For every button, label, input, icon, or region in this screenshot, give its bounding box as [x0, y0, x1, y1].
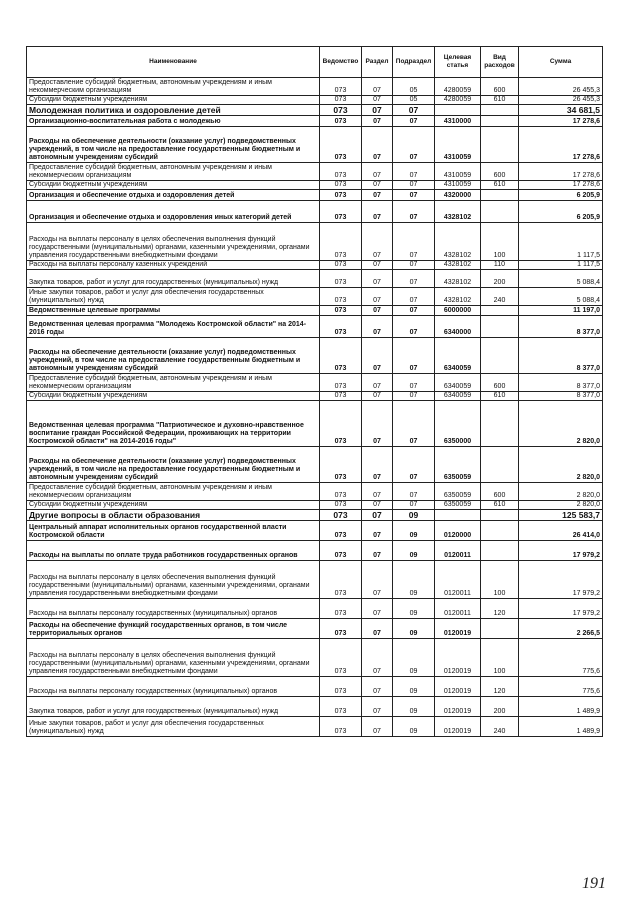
- cell-target: [435, 510, 481, 521]
- cell-exptype: [481, 116, 519, 127]
- cell-subsection: 05: [393, 78, 435, 96]
- cell-name: Расходы на выплаты персоналу казенных учреждений: [27, 261, 320, 270]
- cell-target: 0120019: [435, 697, 481, 717]
- cell-name: Центральный аппарат исполнительных органов государственной власти Костромской области: [27, 521, 320, 541]
- cell-dept: 073: [320, 190, 362, 201]
- cell-sum: 5 088,4: [519, 270, 603, 288]
- table-row: [27, 201, 603, 223]
- cell-subsection: 07: [393, 223, 435, 261]
- cell-subsection: 07: [393, 181, 435, 190]
- cell-section: 07: [362, 501, 393, 510]
- cell-exptype: [481, 306, 519, 316]
- cell-dept: 073: [320, 619, 362, 639]
- cell-name: Иные закупки товаров, работ и услуг для обеспечения государственных (муниципальных) нужд: [27, 288, 320, 306]
- cell-section: 07: [362, 401, 393, 447]
- cell-name: Предоставление субсидий бюджетным, автономным учреждениям и иным некоммерческим организациям: [27, 483, 320, 501]
- cell-section: 07: [362, 116, 393, 127]
- cell-section: 07: [362, 105, 393, 116]
- cell-section: 07: [362, 96, 393, 105]
- cell-exptype: [481, 541, 519, 561]
- cell-exptype: 600: [481, 483, 519, 501]
- cell-target: 6350059: [435, 447, 481, 483]
- cell-exptype: 100: [481, 561, 519, 599]
- cell-subsection: 07: [393, 338, 435, 374]
- cell-dept: 073: [320, 521, 362, 541]
- cell-section: 07: [362, 181, 393, 190]
- table-row: [27, 190, 603, 201]
- table-row: [27, 116, 603, 127]
- cell-section: 07: [362, 717, 393, 737]
- cell-target: 0120011: [435, 599, 481, 619]
- cell-sum: 11 197,0: [519, 306, 603, 316]
- table-row: [27, 105, 603, 116]
- cell-dept: 073: [320, 447, 362, 483]
- cell-sum: 1 117,5: [519, 223, 603, 261]
- cell-target: 4328102: [435, 261, 481, 270]
- budget-table: [26, 46, 603, 737]
- cell-sum: 1 117,5: [519, 261, 603, 270]
- cell-name: Расходы на обеспечение деятельности (оказание услуг) подведомственных учреждений, в том числе на предоставление государственным бюджетным и автономным учреждениям субсидий: [27, 338, 320, 374]
- page-number: 191: [582, 875, 606, 892]
- cell-target: 6000000: [435, 306, 481, 316]
- cell-subsection: 07: [393, 483, 435, 501]
- table-header-row: [27, 47, 603, 78]
- cell-target: 4310000: [435, 116, 481, 127]
- cell-dept: 073: [320, 374, 362, 392]
- cell-name: Предоставление субсидий бюджетным, автономным учреждениям и иным некоммерческим организациям: [27, 163, 320, 181]
- table-row: [27, 697, 603, 717]
- cell-exptype: [481, 521, 519, 541]
- header-name: Наименование: [27, 47, 320, 78]
- cell-section: 07: [362, 483, 393, 501]
- cell-name: Расходы на выплаты по оплате труда работников государственных органов: [27, 541, 320, 561]
- cell-sum: 34 681,5: [519, 105, 603, 116]
- cell-sum: 8 377,0: [519, 374, 603, 392]
- cell-name: Расходы на выплаты персоналу в целях обеспечения выполнения функций государственными (муниципальными) органами, казенными учреждениями, органами управления государственными внебюджетными фондами: [27, 639, 320, 677]
- cell-subsection: 07: [393, 288, 435, 306]
- cell-name: Закупка товаров, работ и услуг для государственных (муниципальных) нужд: [27, 697, 320, 717]
- table-row: [27, 338, 603, 374]
- cell-name: Организационно-воспитательная работа с молодежью: [27, 116, 320, 127]
- cell-target: 4310059: [435, 163, 481, 181]
- cell-sum: 17 979,2: [519, 541, 603, 561]
- cell-dept: 073: [320, 223, 362, 261]
- cell-subsection: 07: [393, 190, 435, 201]
- cell-section: 07: [362, 261, 393, 270]
- cell-exptype: 610: [481, 501, 519, 510]
- cell-sum: 26 414,0: [519, 521, 603, 541]
- cell-name: Ведомственная целевая программа "Патриотическое и духовно-нравственное воспитание граждан Российской Федерации, проживающих на территории Костромской области" на 2014-2016 годы": [27, 401, 320, 447]
- table-row: [27, 316, 603, 338]
- table-row: [27, 541, 603, 561]
- cell-section: 07: [362, 306, 393, 316]
- cell-subsection: 07: [393, 270, 435, 288]
- cell-exptype: 600: [481, 163, 519, 181]
- cell-dept: 073: [320, 270, 362, 288]
- cell-exptype: 100: [481, 639, 519, 677]
- cell-section: 07: [362, 521, 393, 541]
- cell-name: Расходы на выплаты персоналу государственных (муниципальных) органов: [27, 677, 320, 697]
- cell-sum: 5 088,4: [519, 288, 603, 306]
- cell-exptype: 610: [481, 96, 519, 105]
- cell-exptype: [481, 447, 519, 483]
- cell-exptype: 240: [481, 717, 519, 737]
- cell-subsection: 07: [393, 392, 435, 401]
- cell-sum: 17 278,6: [519, 181, 603, 190]
- cell-dept: 073: [320, 288, 362, 306]
- cell-target: 0120019: [435, 619, 481, 639]
- cell-dept: 073: [320, 163, 362, 181]
- table-row: [27, 717, 603, 737]
- cell-sum: 125 583,7: [519, 510, 603, 521]
- cell-section: 07: [362, 127, 393, 163]
- header-target: Целевая статья: [435, 47, 481, 78]
- cell-sum: 17 278,6: [519, 163, 603, 181]
- header-subsection: Подраздел: [393, 47, 435, 78]
- cell-sum: 6 205,9: [519, 190, 603, 201]
- cell-section: 07: [362, 288, 393, 306]
- cell-sum: 26 455,3: [519, 96, 603, 105]
- cell-section: 07: [362, 619, 393, 639]
- cell-dept: 073: [320, 717, 362, 737]
- table-row: [27, 521, 603, 541]
- cell-subsection: 07: [393, 501, 435, 510]
- cell-exptype: [481, 401, 519, 447]
- cell-sum: 6 205,9: [519, 201, 603, 223]
- cell-subsection: 07: [393, 316, 435, 338]
- cell-target: 0120011: [435, 541, 481, 561]
- cell-sum: 17 278,6: [519, 127, 603, 163]
- cell-section: 07: [362, 270, 393, 288]
- table-row: [27, 96, 603, 105]
- cell-name: Другие вопросы в области образования: [27, 510, 320, 521]
- cell-exptype: 120: [481, 677, 519, 697]
- cell-name: Организация и обеспечение отдыха и оздоровления иных категорий детей: [27, 201, 320, 223]
- cell-target: 6350000: [435, 401, 481, 447]
- cell-subsection: 07: [393, 306, 435, 316]
- cell-subsection: 09: [393, 510, 435, 521]
- cell-sum: 8 377,0: [519, 338, 603, 374]
- cell-sum: 2 820,0: [519, 501, 603, 510]
- cell-exptype: 600: [481, 374, 519, 392]
- cell-name: Ведомственные целевые программы: [27, 306, 320, 316]
- cell-sum: 17 278,6: [519, 116, 603, 127]
- cell-target: 0120011: [435, 561, 481, 599]
- cell-dept: 073: [320, 697, 362, 717]
- cell-target: 4280059: [435, 96, 481, 105]
- cell-dept: 073: [320, 316, 362, 338]
- cell-dept: 073: [320, 261, 362, 270]
- cell-sum: 775,6: [519, 639, 603, 677]
- table-row: [27, 510, 603, 521]
- cell-dept: 073: [320, 116, 362, 127]
- cell-exptype: 110: [481, 261, 519, 270]
- cell-name: Закупка товаров, работ и услуг для государственных (муниципальных) нужд: [27, 270, 320, 288]
- cell-section: 07: [362, 639, 393, 677]
- cell-exptype: 610: [481, 392, 519, 401]
- cell-target: 4328102: [435, 201, 481, 223]
- cell-dept: 073: [320, 127, 362, 163]
- cell-target: 4280059: [435, 78, 481, 96]
- cell-exptype: [481, 127, 519, 163]
- cell-section: 07: [362, 190, 393, 201]
- cell-name: Расходы на обеспечение функций государственных органов, в том числе территориальных органов: [27, 619, 320, 639]
- cell-exptype: [481, 510, 519, 521]
- cell-sum: 17 979,2: [519, 599, 603, 619]
- cell-sum: 26 455,3: [519, 78, 603, 96]
- cell-dept: 073: [320, 501, 362, 510]
- cell-sum: 1 489,9: [519, 717, 603, 737]
- cell-dept: 073: [320, 96, 362, 105]
- cell-dept: 073: [320, 639, 362, 677]
- cell-exptype: [481, 190, 519, 201]
- cell-target: 6340059: [435, 338, 481, 374]
- table-row: [27, 163, 603, 181]
- cell-target: 0120000: [435, 521, 481, 541]
- cell-name: Предоставление субсидий бюджетным, автономным учреждениям и иным некоммерческим организациям: [27, 78, 320, 96]
- cell-section: 07: [362, 677, 393, 697]
- cell-section: 07: [362, 447, 393, 483]
- cell-name: Субсидии бюджетным учреждениям: [27, 392, 320, 401]
- table-row: [27, 501, 603, 510]
- cell-subsection: 05: [393, 96, 435, 105]
- cell-exptype: 200: [481, 697, 519, 717]
- cell-dept: 073: [320, 483, 362, 501]
- cell-sum: 2 820,0: [519, 401, 603, 447]
- cell-target: 6340000: [435, 316, 481, 338]
- cell-subsection: 07: [393, 374, 435, 392]
- cell-dept: 073: [320, 201, 362, 223]
- cell-exptype: 240: [481, 288, 519, 306]
- cell-name: Субсидии бюджетным учреждениям: [27, 181, 320, 190]
- cell-section: 07: [362, 561, 393, 599]
- cell-target: 0120019: [435, 717, 481, 737]
- cell-subsection: 07: [393, 105, 435, 116]
- cell-sum: 1 489,9: [519, 697, 603, 717]
- cell-target: [435, 105, 481, 116]
- cell-dept: 073: [320, 306, 362, 316]
- cell-dept: 073: [320, 78, 362, 96]
- cell-sum: 2 266,5: [519, 619, 603, 639]
- table-row: [27, 127, 603, 163]
- cell-subsection: 07: [393, 116, 435, 127]
- cell-section: 07: [362, 599, 393, 619]
- table-row: [27, 483, 603, 501]
- cell-section: 07: [362, 338, 393, 374]
- cell-target: 4320000: [435, 190, 481, 201]
- cell-subsection: 07: [393, 127, 435, 163]
- table-row: [27, 78, 603, 96]
- cell-exptype: [481, 316, 519, 338]
- cell-target: 6340059: [435, 374, 481, 392]
- cell-sum: 8 377,0: [519, 392, 603, 401]
- cell-name: Субсидии бюджетным учреждениям: [27, 96, 320, 105]
- table-row: [27, 619, 603, 639]
- cell-dept: 073: [320, 105, 362, 116]
- cell-subsection: 09: [393, 619, 435, 639]
- table-body: [27, 78, 603, 737]
- cell-dept: 073: [320, 541, 362, 561]
- cell-exptype: [481, 338, 519, 374]
- cell-section: 07: [362, 201, 393, 223]
- cell-sum: 17 979,2: [519, 561, 603, 599]
- table-row: [27, 270, 603, 288]
- cell-exptype: [481, 201, 519, 223]
- cell-exptype: [481, 105, 519, 116]
- cell-dept: 073: [320, 677, 362, 697]
- cell-target: 4328102: [435, 270, 481, 288]
- cell-exptype: 120: [481, 599, 519, 619]
- cell-subsection: 09: [393, 677, 435, 697]
- table-row: [27, 374, 603, 392]
- cell-section: 07: [362, 697, 393, 717]
- cell-sum: 775,6: [519, 677, 603, 697]
- cell-subsection: 09: [393, 697, 435, 717]
- cell-section: 07: [362, 316, 393, 338]
- cell-section: 07: [362, 163, 393, 181]
- cell-exptype: 610: [481, 181, 519, 190]
- cell-exptype: 100: [481, 223, 519, 261]
- cell-target: 4310059: [435, 181, 481, 190]
- cell-name: Расходы на обеспечение деятельности (оказание услуг) подведомственных учреждений, в том числе на предоставление государственным бюджетным и автономным учреждениям субсидий: [27, 447, 320, 483]
- cell-target: 4328102: [435, 223, 481, 261]
- cell-dept: 073: [320, 401, 362, 447]
- cell-target: 6350059: [435, 483, 481, 501]
- cell-subsection: 09: [393, 561, 435, 599]
- cell-dept: 073: [320, 338, 362, 374]
- cell-exptype: 600: [481, 78, 519, 96]
- cell-dept: 073: [320, 561, 362, 599]
- budget-table-sheet: [26, 46, 602, 737]
- cell-section: 07: [362, 374, 393, 392]
- table-row: [27, 639, 603, 677]
- header-section: Раздел: [362, 47, 393, 78]
- header-sum: Сумма: [519, 47, 603, 78]
- cell-target: 0120019: [435, 639, 481, 677]
- header-dept: Ведомство: [320, 47, 362, 78]
- cell-target: 6340059: [435, 392, 481, 401]
- cell-section: 07: [362, 392, 393, 401]
- cell-name: Молодежная политика и оздоровление детей: [27, 105, 320, 116]
- cell-section: 07: [362, 223, 393, 261]
- cell-section: 07: [362, 541, 393, 561]
- table-row: [27, 223, 603, 261]
- cell-subsection: 07: [393, 163, 435, 181]
- cell-dept: 073: [320, 181, 362, 190]
- cell-sum: 2 820,0: [519, 447, 603, 483]
- cell-subsection: 07: [393, 201, 435, 223]
- cell-sum: 2 820,0: [519, 483, 603, 501]
- cell-name: Расходы на выплаты персоналу государственных (муниципальных) органов: [27, 599, 320, 619]
- cell-target: 0120019: [435, 677, 481, 697]
- table-row: [27, 561, 603, 599]
- cell-section: 07: [362, 78, 393, 96]
- cell-subsection: 09: [393, 541, 435, 561]
- cell-dept: 073: [320, 599, 362, 619]
- cell-sum: 8 377,0: [519, 316, 603, 338]
- cell-name: Субсидии бюджетным учреждениям: [27, 501, 320, 510]
- cell-subsection: 07: [393, 447, 435, 483]
- table-row: [27, 306, 603, 316]
- cell-exptype: 200: [481, 270, 519, 288]
- table-row: [27, 181, 603, 190]
- cell-subsection: 07: [393, 401, 435, 447]
- cell-subsection: 09: [393, 521, 435, 541]
- table-row: [27, 677, 603, 697]
- cell-subsection: 07: [393, 261, 435, 270]
- cell-name: Предоставление субсидий бюджетным, автономным учреждениям и иным некоммерческим организациям: [27, 374, 320, 392]
- cell-subsection: 09: [393, 717, 435, 737]
- cell-subsection: 09: [393, 639, 435, 677]
- cell-name: Ведомственная целевая программа "Молодежь Костромской области" на 2014-2016 годы: [27, 316, 320, 338]
- cell-exptype: [481, 619, 519, 639]
- cell-name: Расходы на выплаты персоналу в целях обеспечения выполнения функций государственными (муниципальными) органами, казенными учреждениями, органами управления государственными внебюджетными фондами: [27, 561, 320, 599]
- cell-name: Организация и обеспечение отдыха и оздоровления детей: [27, 190, 320, 201]
- cell-subsection: 09: [393, 599, 435, 619]
- cell-target: 4310059: [435, 127, 481, 163]
- header-exptype: Вид расходов: [481, 47, 519, 78]
- cell-name: Иные закупки товаров, работ и услуг для обеспечения государственных (муниципальных) нужд: [27, 717, 320, 737]
- table-row: [27, 599, 603, 619]
- cell-section: 07: [362, 510, 393, 521]
- cell-dept: 073: [320, 510, 362, 521]
- cell-target: 4328102: [435, 288, 481, 306]
- table-row: [27, 392, 603, 401]
- cell-name: Расходы на обеспечение деятельности (оказание услуг) подведомственных учреждений, в том числе на предоставление государственным бюджетным и автономным учреждениям субсидий: [27, 127, 320, 163]
- table-row: [27, 401, 603, 447]
- cell-target: 6350059: [435, 501, 481, 510]
- table-row: [27, 447, 603, 483]
- cell-dept: 073: [320, 392, 362, 401]
- cell-name: Расходы на выплаты персоналу в целях обеспечения выполнения функций государственными (муниципальными) органами, казенными учреждениями, органами управления государственными внебюджетными фондами: [27, 223, 320, 261]
- table-row: [27, 288, 603, 306]
- table-row: [27, 261, 603, 270]
